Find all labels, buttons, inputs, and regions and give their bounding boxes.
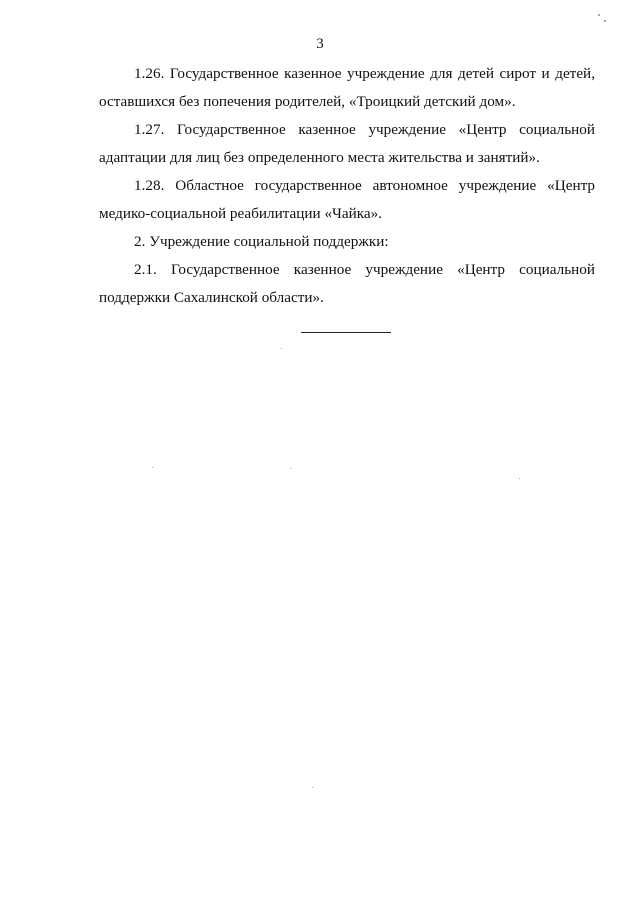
page-number: 3 [316, 36, 324, 52]
paragraph-1-28: 1.28. Областное государственное автономное учреждение «Центр медико-социальной реабилитации «Чайка». [99, 177, 595, 222]
scan-speck [519, 478, 520, 479]
paragraph-1-26: 1.26. Государственное казенное учреждение для детей сирот и детей, оставшихся без попечения родителей, «Троицкий детский дом». [99, 65, 595, 110]
paragraph-1-27: 1.27. Государственное казенное учреждение «Центр социальной адаптации для лиц без определенного места жительства и занятий». [99, 121, 595, 166]
scan-speck [281, 348, 282, 349]
scan-speck [604, 20, 606, 22]
scan-speck [290, 468, 291, 469]
scan-speck [312, 787, 313, 788]
end-separator-line [301, 332, 391, 333]
document-body [99, 60, 595, 312]
scan-speck [598, 14, 600, 16]
scan-speck [152, 467, 153, 468]
paragraph-2-1: 2.1. Государственное казенное учреждение «Центр социальной поддержки Сахалинской области». [99, 261, 595, 306]
paragraph-2: 2. Учреждение социальной поддержки: [134, 233, 389, 250]
